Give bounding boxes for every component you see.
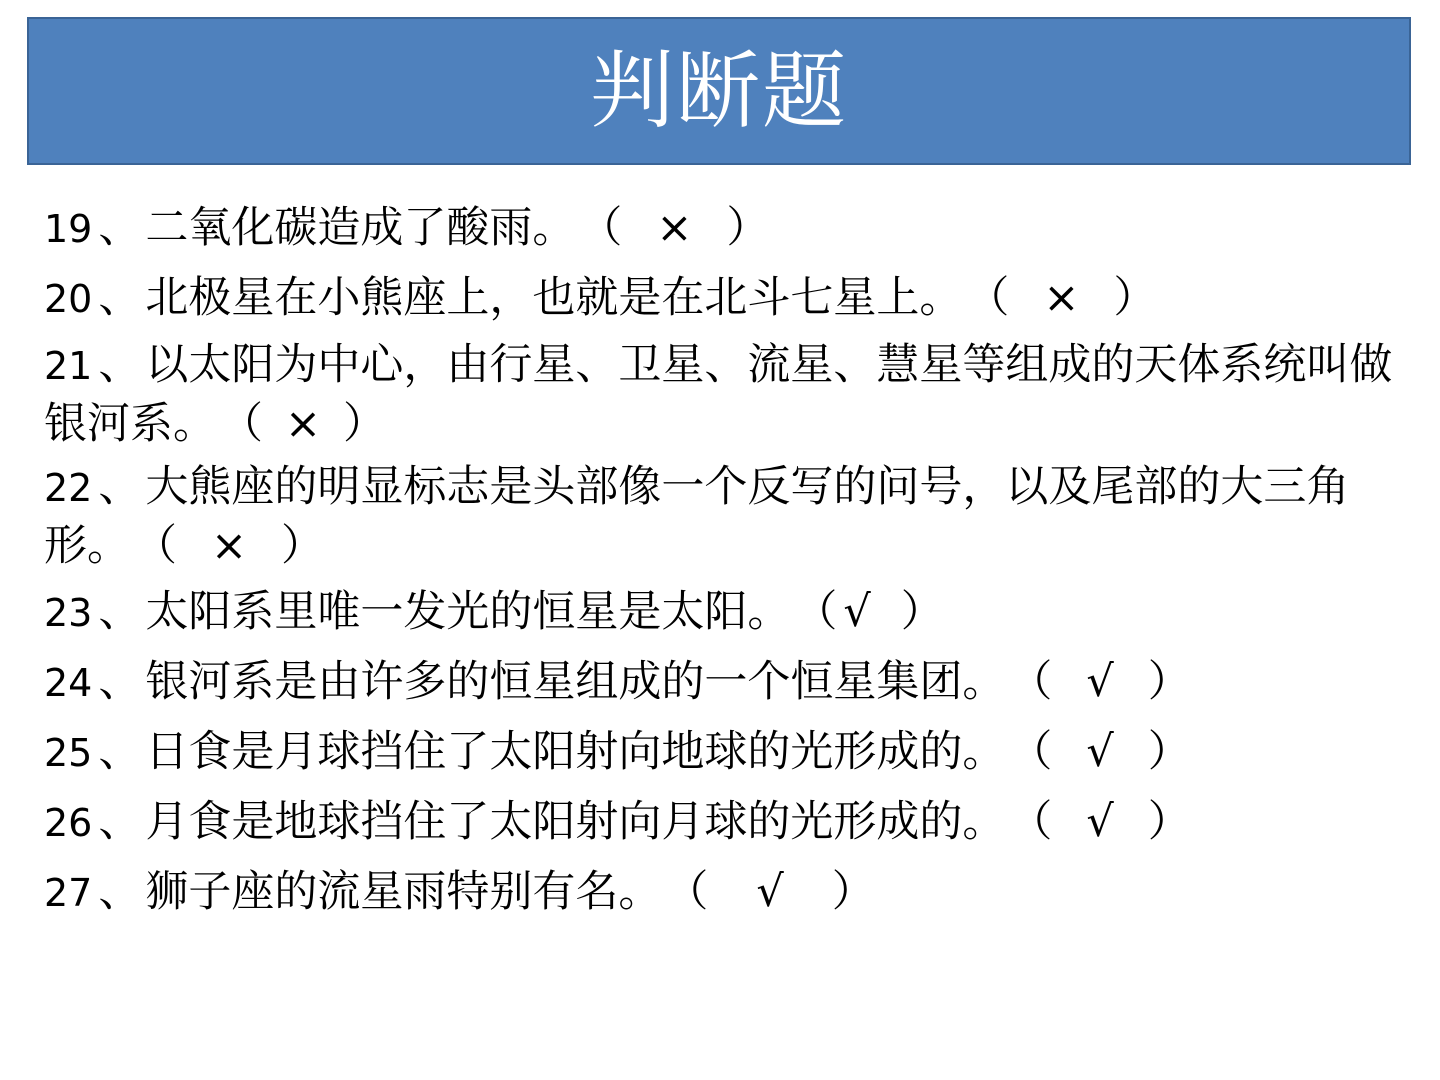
question-item	[44, 650, 1404, 715]
answer-mark: √	[843, 587, 871, 637]
answer-open: （	[220, 399, 263, 449]
question-text: 月食是地球挡住了太阳射向月球的光形成的。	[145, 797, 1006, 847]
answer-close: ）	[1147, 657, 1191, 707]
answer-bracket	[220, 395, 386, 453]
answer-open: （	[966, 273, 1010, 323]
answer-open: （	[1009, 797, 1053, 847]
question-separator: 、	[98, 797, 142, 847]
question-item	[44, 790, 1404, 855]
answer-open: （	[579, 203, 623, 253]
answer-mark: √	[1086, 657, 1114, 707]
question-item	[44, 580, 1404, 645]
answer-close: ）	[831, 867, 875, 917]
question-text: 狮子座的流星雨特别有名。	[145, 867, 662, 917]
answer-mark: ×	[1043, 273, 1080, 323]
answer-bracket	[794, 580, 943, 644]
answer-close: ）	[1147, 727, 1191, 777]
answer-bracket	[1009, 720, 1190, 784]
answer-bracket	[1009, 790, 1190, 854]
answer-open: （	[794, 587, 838, 637]
question-item	[44, 196, 1404, 261]
question-number: 27	[44, 871, 93, 915]
answer-mark: √	[756, 867, 784, 917]
question-separator: 、	[98, 657, 142, 707]
question-item	[44, 266, 1404, 331]
answer-open: （	[665, 867, 709, 917]
question-number: 25	[44, 731, 93, 775]
answer-bracket	[579, 196, 769, 260]
question-separator: 、	[98, 203, 142, 253]
question-item	[44, 720, 1404, 785]
answer-open: （	[134, 521, 177, 571]
question-number: 21	[44, 344, 93, 388]
answer-open: （	[1009, 657, 1053, 707]
question-number: 19	[44, 207, 93, 251]
question-text: 大熊座的明显标志是头部像一个反写的问号，以及尾部的大三角形。	[44, 462, 1350, 571]
question-text: 银河系是由许多的恒星组成的一个恒星集团。	[145, 657, 1006, 707]
question-text: 北极星在小熊座上，也就是在北斗七星上。	[145, 273, 963, 323]
answer-close: ）	[726, 203, 770, 253]
question-separator: 、	[98, 867, 142, 917]
answer-close: ）	[900, 587, 944, 637]
page-title: 判断题	[589, 42, 848, 140]
answer-close: ）	[1113, 273, 1157, 323]
question-item	[44, 458, 1404, 575]
answer-close: ）	[281, 521, 325, 571]
answer-close: ）	[343, 399, 387, 449]
question-number: 22	[44, 466, 93, 510]
question-text: 太阳系里唯一发光的恒星是太阳。	[145, 587, 791, 637]
question-separator: 、	[98, 462, 142, 512]
answer-bracket	[134, 517, 324, 575]
answer-close: ）	[1147, 797, 1191, 847]
answer-mark: √	[1086, 797, 1114, 847]
question-text: 以太阳为中心，由行星、卫星、流星、慧星等组成的天体系统叫做银河系。	[44, 340, 1393, 449]
question-separator: 、	[98, 727, 142, 777]
question-list	[44, 196, 1404, 930]
question-number: 26	[44, 801, 93, 845]
question-number: 23	[44, 591, 93, 635]
question-number: 24	[44, 661, 93, 705]
answer-open: （	[1009, 727, 1053, 777]
answer-bracket	[966, 266, 1156, 330]
question-text: 日食是月球挡住了太阳射向地球的光形成的。	[145, 727, 1006, 777]
answer-bracket	[665, 860, 874, 924]
answer-bracket	[1009, 650, 1190, 714]
answer-mark: ×	[211, 521, 248, 571]
question-separator: 、	[98, 273, 142, 323]
question-separator: 、	[98, 340, 142, 390]
title-banner	[27, 17, 1411, 165]
question-item	[44, 336, 1404, 453]
answer-mark: √	[1086, 727, 1114, 777]
answer-mark: ×	[656, 203, 693, 253]
question-text: 二氧化碳造成了酸雨。	[145, 203, 576, 253]
question-separator: 、	[98, 587, 142, 637]
question-item	[44, 860, 1404, 925]
answer-mark: ×	[285, 399, 322, 449]
question-number: 20	[44, 277, 93, 321]
